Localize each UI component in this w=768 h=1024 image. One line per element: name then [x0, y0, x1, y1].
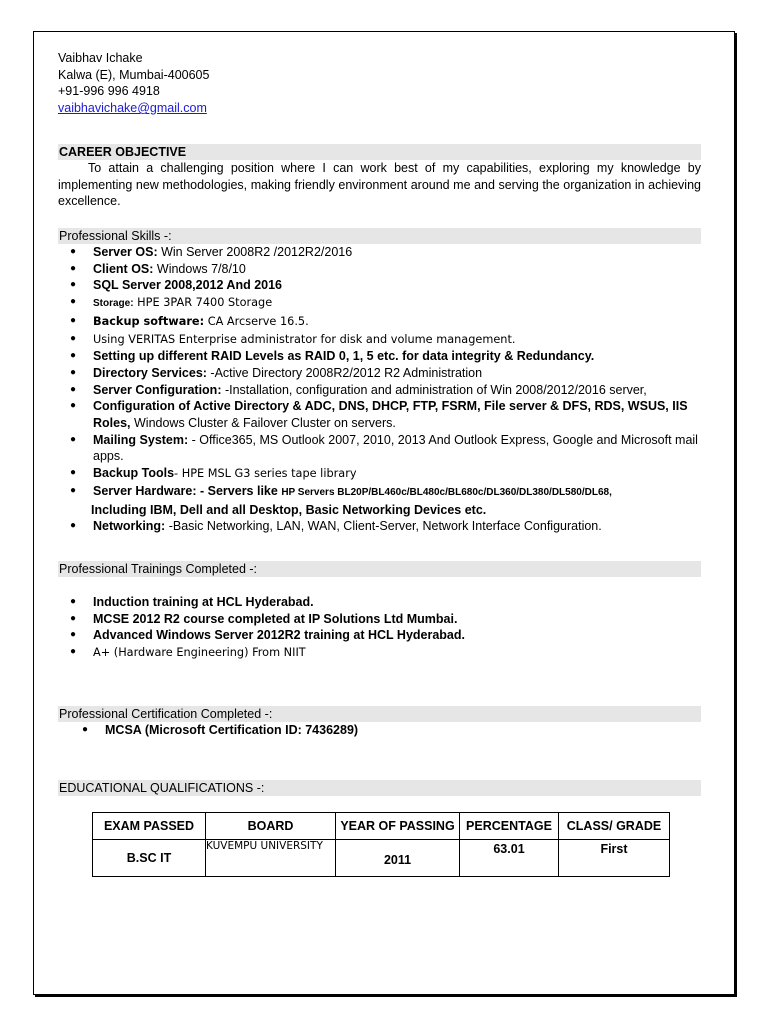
skill-item	[58, 277, 701, 294]
skill-item	[58, 465, 701, 483]
career-objective-text: To attain a challenging position where I can work best of my capabilities, exploring my knowledge by implementing new methodologies, making friendly environment around me and serving the organization in achieving excellence.	[58, 161, 701, 209]
trainings-list	[58, 594, 701, 662]
grade-cell: First	[559, 840, 670, 877]
training-item: Induction training at HCL Hyderabad.	[93, 595, 314, 609]
bullet-icon: ●	[82, 724, 89, 735]
bullet-icon: ●	[70, 262, 77, 274]
skill-text: CA Arcserve 16.5.	[204, 314, 309, 328]
skill-item	[58, 365, 701, 382]
trainings-heading: Professional Trainings Completed -:	[58, 561, 701, 577]
bullet-icon: ●	[70, 484, 77, 496]
skill-item	[58, 432, 701, 465]
board-cell: KUVEMPU UNIVERSITY	[206, 840, 336, 877]
list-item	[58, 611, 701, 628]
skill-label: Networking:	[93, 519, 166, 534]
skills-section	[58, 228, 701, 535]
training-item: MCSE 2012 R2 course completed at IP Solutions Ltd Mumbai.	[93, 611, 458, 626]
skill-item	[58, 348, 701, 365]
list-item	[58, 594, 701, 611]
skill-label: Directory Services:	[93, 365, 207, 380]
table-header-row	[93, 813, 670, 840]
column-header: BOARD	[206, 813, 336, 840]
skill-label: Client OS:	[93, 261, 154, 276]
skill-text: - Servers like	[196, 483, 282, 498]
skill-label: Configuration of Active Directory & ADC, DNS, DHCP, FTP, FSRM, File server & DFS, RDS, WSUS, IIS Roles,	[93, 399, 688, 431]
skill-label: Storage:	[93, 298, 134, 310]
skill-label: Server Hardware:	[93, 483, 197, 498]
certification-item: MCSA (Microsoft Certification ID: 7436289)	[105, 723, 359, 737]
skill-label: Server OS:	[93, 245, 158, 259]
skill-label: Server Configuration:	[93, 382, 222, 397]
bullet-icon: ●	[70, 314, 77, 326]
skill-label: SQL Server 2008,2012 And 2016	[93, 278, 283, 293]
training-item: A+ (Hardware Engineering) From NIIT	[93, 646, 306, 660]
table-row	[93, 840, 670, 877]
trainings-section	[58, 561, 701, 662]
education-heading: EDUCATIONAL QUALIFICATIONS -:	[58, 780, 701, 796]
contact-phone: +91-996 996 4918	[58, 84, 160, 99]
list-item	[58, 644, 701, 662]
skill-item	[58, 261, 701, 278]
skill-item	[58, 313, 701, 331]
education-section	[58, 780, 701, 796]
contact-block	[58, 50, 702, 117]
exam-cell: B.SC IT	[93, 840, 206, 877]
skill-item	[58, 518, 701, 535]
skills-list	[58, 244, 701, 535]
resume-page	[33, 31, 735, 995]
bullet-icon: ●	[70, 612, 77, 624]
list-item	[58, 722, 701, 739]
skill-text: Windows Cluster & Failover Cluster on servers.	[130, 416, 396, 431]
skill-item	[58, 382, 701, 399]
skill-text: Win Server 2008R2 /2012R2/2016	[157, 245, 353, 259]
contact-name: Vaibhav Ichake	[58, 51, 143, 65]
skill-text: -Active Directory 2008R2/2012 R2 Administration	[206, 365, 483, 380]
training-item: Advanced Windows Server 2012R2 training at HCL Hyderabad.	[93, 628, 465, 643]
bullet-icon: ●	[70, 383, 77, 395]
skill-label: Backup software:	[93, 314, 205, 328]
skill-continuation: Including IBM, Dell and all Desktop, Basic Networking Devices etc.	[91, 502, 487, 517]
certification-heading: Professional Certification Completed -:	[58, 706, 701, 722]
skill-item	[58, 398, 701, 431]
contact-email-link[interactable]: vaibhavichake@gmail.com	[58, 101, 207, 116]
bullet-icon: ●	[70, 629, 77, 641]
certification-section	[58, 706, 701, 739]
percentage-cell: 63.01	[460, 840, 559, 877]
skill-text: Windows 7/8/10	[153, 261, 246, 276]
column-header: YEAR OF PASSING	[336, 813, 460, 840]
bullet-icon: ●	[70, 366, 77, 378]
skill-server-models: HP Servers BL20P/BL460c/BL480c/BL680c/DL360/DL380/DL580/DL68,	[281, 486, 612, 498]
list-item	[58, 627, 701, 644]
column-header: EXAM PASSED	[93, 813, 206, 840]
bullet-icon: ●	[70, 400, 77, 412]
skill-text: - Office365, MS Outlook 2007, 2010, 2013 And Outlook Express, Google and Microsoft mail apps.	[93, 432, 698, 464]
year-cell: 2011	[336, 840, 460, 877]
career-objective-heading: CAREER OBJECTIVE	[58, 144, 701, 160]
certification-list	[58, 722, 701, 739]
bullet-icon: ●	[70, 596, 77, 607]
skill-text: Setting up different RAID Levels as RAID 0, 1, 5 etc. for data integrity & Redundancy.	[93, 349, 595, 364]
skill-text: HPE 3PAR 7400 Storage	[133, 296, 273, 310]
skill-text: -Basic Networking, LAN, WAN, Client-Server, Network Interface Configuration.	[165, 519, 602, 534]
education-table	[92, 812, 670, 877]
skill-text: Using VERITAS Enterprise administrator for disk and volume management.	[93, 332, 516, 346]
skill-item	[58, 331, 701, 349]
skill-text: -Installation, configuration and administration of Win 2008/2012/2016 server,	[221, 382, 647, 397]
contact-address: Kalwa (E), Mumbai-400605	[58, 67, 210, 82]
bullet-icon: ●	[70, 433, 77, 445]
bullet-icon: ●	[70, 467, 77, 479]
column-header: PERCENTAGE	[460, 813, 559, 840]
skill-label: Mailing System:	[93, 432, 189, 447]
bullet-icon: ●	[70, 646, 77, 658]
column-header: CLASS/ GRADE	[559, 813, 670, 840]
career-objective-section	[58, 144, 701, 210]
skill-item	[58, 244, 701, 261]
bullet-icon: ●	[70, 246, 77, 257]
bullet-icon: ●	[70, 520, 77, 532]
bullet-icon: ●	[70, 279, 77, 291]
bullet-icon: ●	[70, 350, 77, 362]
bullet-icon: ●	[70, 332, 77, 344]
skill-text: - HPE MSL G3 series tape library	[174, 467, 357, 481]
bullet-icon: ●	[70, 296, 77, 308]
skills-heading: Professional Skills -:	[58, 228, 701, 244]
skill-label: Backup Tools	[93, 466, 175, 481]
skill-item	[58, 294, 701, 313]
skill-item	[58, 483, 701, 518]
